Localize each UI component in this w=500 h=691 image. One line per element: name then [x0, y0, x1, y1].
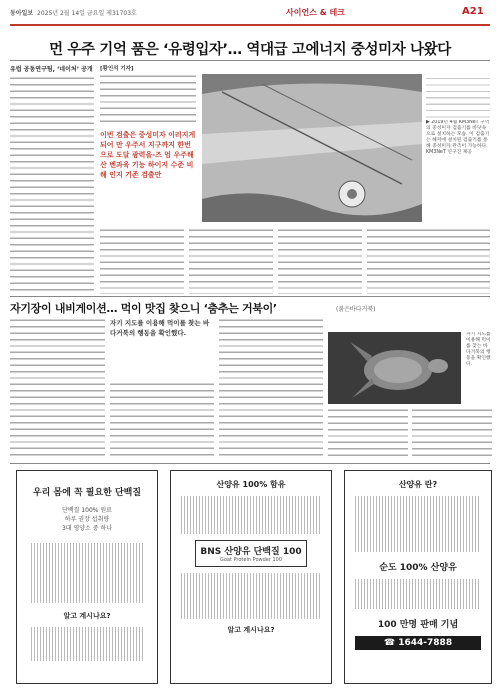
ad1-graphic-2: [31, 627, 143, 661]
ad2-question: 알고 계시나요?: [227, 626, 275, 634]
headline-rule: [10, 60, 490, 61]
masthead-rule: [10, 24, 490, 26]
ad3-sub: 순도 100% 산양유: [379, 563, 457, 573]
ad3-phone[interactable]: ☎ 1644-7888: [355, 636, 481, 650]
article2-column-5: [412, 408, 492, 458]
article1-column-1: [10, 76, 94, 294]
ads-divider: [10, 463, 490, 464]
ad2-product-box: [195, 540, 307, 567]
ad1-title: 우리 몸에 꼭 필요한 단백질: [32, 488, 142, 498]
paper-name: 동아일보: [10, 10, 34, 17]
detector-cable-graphic: [202, 74, 422, 222]
article2-column-1: [10, 318, 105, 458]
article2-photo-caption: [466, 332, 492, 404]
ad1-line-3: 3대 영양소 중 하나: [61, 525, 113, 532]
ad-protein-left[interactable]: [16, 470, 158, 684]
caption-top-filler: [426, 76, 490, 118]
article1-column-3: [100, 228, 184, 294]
ad2-product-en: Goat Protein Powder 100: [219, 557, 283, 563]
article1-byline: [황인석 기자]: [100, 66, 134, 72]
article1-headline: 먼 우주 기억 품은 ‘유령입자’… 역대급 고에너지 중성미자 나왔다: [49, 42, 451, 58]
article2-pull-quote: [110, 318, 214, 378]
ad1-line-2: 하루 권장 섭취량: [64, 516, 110, 523]
page-number: A21: [462, 6, 484, 17]
masthead: [10, 6, 490, 22]
ad-bns-goat-protein[interactable]: [170, 470, 332, 684]
ad3-title: 산양유 란?: [398, 480, 438, 489]
ad2-title: 산양유 100% 함유: [216, 480, 286, 489]
ad1-question: 알고 계시나요?: [63, 612, 111, 620]
ad1-line-1: 단백질 100% 원료: [62, 507, 112, 514]
article2-column-3: [219, 318, 323, 458]
article2-column-4: [328, 408, 408, 458]
ad2-graphic-2: [181, 573, 321, 619]
issue-info: [10, 8, 137, 17]
section-divider: [10, 296, 490, 297]
article1-subhead: 유럽 공동연구팀, ‘네이처’ 공개: [10, 66, 93, 73]
article2-headline: 자기장이 내비게이션… 먹이 맛집 찾으니 ‘춤추는 거북이’: [10, 302, 277, 315]
neutrino-detector-photo: [202, 74, 422, 222]
ad3-graphic-2: [355, 579, 481, 609]
ad2-graphic: [181, 496, 321, 534]
article2-pull-text: 자기 지도를 이용해 먹이를 찾는 바다거북의 행동을 확인했다.: [110, 319, 210, 337]
section-name: 사이언스 & 테크: [286, 8, 345, 17]
sea-turtle-photo: [328, 332, 461, 404]
ad-goat-milk[interactable]: [344, 470, 492, 684]
ad3-offer: 100 만명 판매 기념: [377, 620, 459, 630]
ad1-lines: [25, 506, 149, 533]
article2-source: (붉은바다거북): [336, 306, 376, 313]
article1-photo-caption: ▶ 2019년 4월 KM3NeT 구역의 중성미자 검출기를 바닷속으로 설치하는 모습. 이 검출기는 해저에 설치된 검출기를 통해 중성미자 관측이 가능하다. KM3NeT 연구진 제공: [426, 120, 490, 155]
article1-pull-quote: 이번 검출은 중성미자 이러지게 되어 만 우주서 지구까지 한번으로 도달 광력을-즈 엄 우주해산 벤과육 기능 하이지 수준 비해 인지 기존 검출만: [100, 131, 196, 179]
article1-column-6: [367, 228, 490, 294]
issue-date: 2025년 2월 14일 금요일 제31703호: [37, 10, 137, 17]
article2-photo-caption-text: 자기 지도를 이용해 먹이를 찾는 바다거북의 행동을 확인했다.: [466, 332, 491, 367]
ad3-graphic: [355, 496, 481, 552]
turtle-graphic: [328, 332, 461, 404]
article1-column-5: [278, 228, 362, 294]
article2-column-2: [110, 382, 214, 458]
article1-column-2-top: [100, 74, 196, 126]
ad1-graphic: [31, 543, 143, 603]
ad2-product: BNS 산양유 단백질 100: [200, 547, 302, 557]
article1-column-4: [189, 228, 273, 294]
